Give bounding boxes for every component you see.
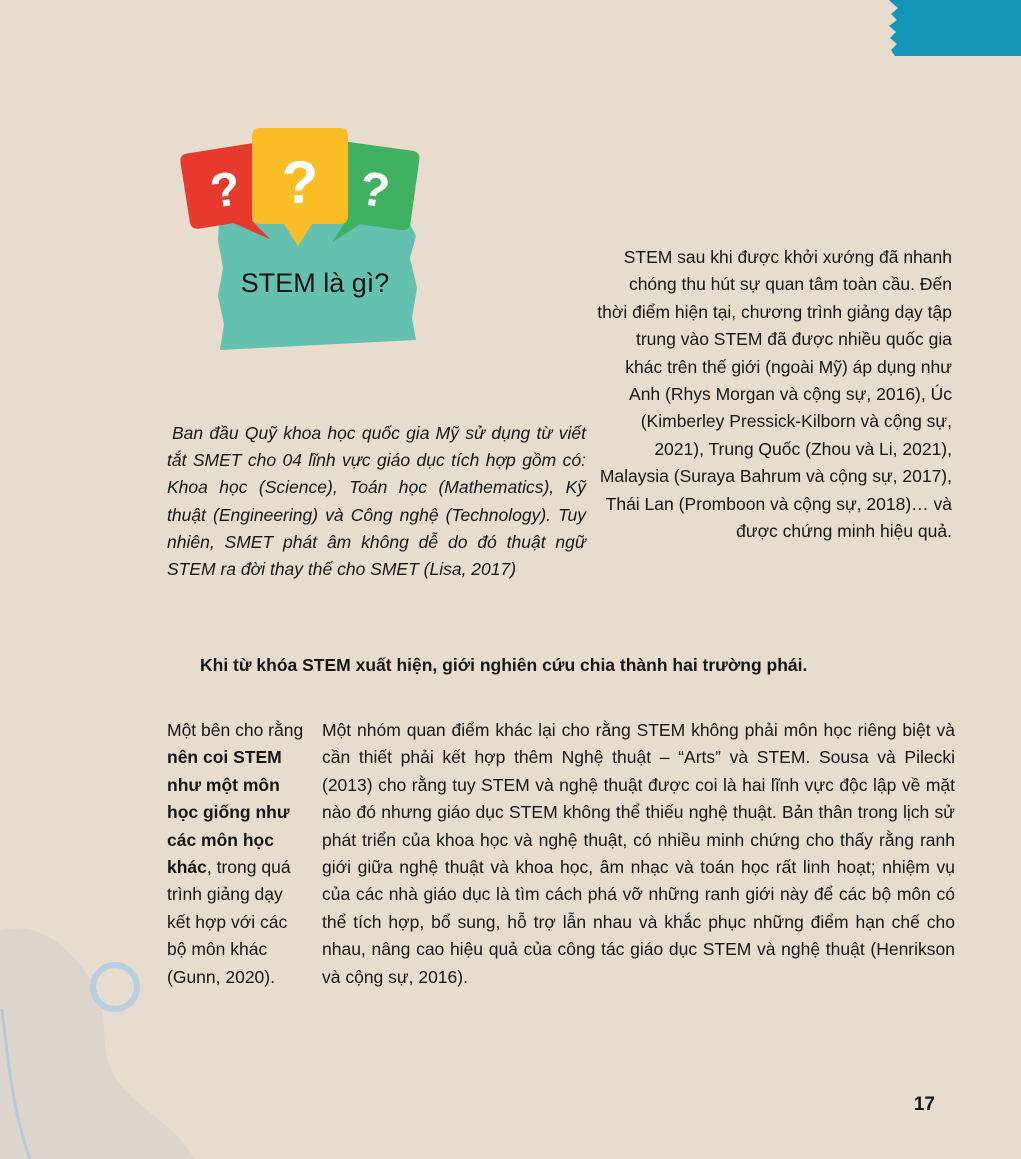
stem-question-badge: [180, 128, 420, 353]
side-note-bold: nên coi STEM như một môn học giống như các môn học khác: [167, 747, 290, 878]
page-number: 17: [913, 1094, 935, 1115]
side-note-before: Một bên cho rằng: [167, 720, 304, 740]
yellow-bubble-question: ?: [281, 149, 319, 216]
intro-right-paragraph: STEM sau khi được khởi xướng đã nhanh chóng thu hút sự quan tâm toàn cầu. Đến thời điểm hiện tại, chương trình giảng dạy tập trung vào STEM đã được nhiều quốc gia khác trên thế giới (ngoài Mỹ) áp dụng như Anh (Rhys Morgan và cộng sự, 2016), Úc (Kimberley Pressick-Kilborn và cộng sự, 2021), Trung Quốc (Zhou và Li, 2021), Malaysia (Suraya Bahrum và cộng sự, 2017), Thái Lan (Promboon và cộng sự, 2018)… và được chứng minh hiệu quả.: [597, 247, 952, 542]
circle-ring-decoration: [88, 960, 142, 1014]
intro-italic-paragraph: Ban đầu Quỹ khoa học quốc gia Mỹ sử dụng từ viết tắt SMET cho 04 lĩnh vực giáo dục tích hợp gồm có: Khoa học (Science), Toán học (Mathematics), Kỹ thuật (Engineering) và Công nghệ (Technology). Tuy nhiên, SMET phát âm không dễ do đó thuật ngữ STEM ra đời thay thế cho SMET (Lisa, 2017): [167, 423, 586, 580]
question-bubbles-icon: [180, 128, 420, 353]
green-bubble-question: ?: [356, 162, 393, 219]
badge-title: STEM là gì?: [240, 268, 390, 298]
side-note-paragraph: [167, 717, 309, 991]
main-paragraph: Một nhóm quan điểm khác lại cho rằng STEM không phải môn học riêng biệt và cần thiết phải kết hợp thêm Nghệ thuật – “Arts” và STEM. Sousa và Pilecki (2013) cho rằng tuy STEM và nghệ thuật được coi là hai lĩnh vực độc lập về mặt nào đó nhưng giáo dục STEM không thể thiếu nghệ thuật. Bản thân trong lịch sử phát triển của khoa học và nghệ thuật, có nhiều minh chứng cho thấy rằng ranh giới giữa nghệ thuật và khoa học, âm nhạc và toán học rất linh hoạt; nhiệm vụ của các nhà giáo dục là tìm cách phá vỡ những ranh giới này để các bộ môn có thể tích hợp, bổ sung, hỗ trợ lẫn nhau và khắc phục những điểm hạn chế cho nhau, nâng cao hiệu quả của công tác giáo dục STEM và nghệ thuật (Henrikson và cộng sự, 2016).: [322, 720, 955, 987]
side-note-after: , trong quá trình giảng dạy kết hợp với các bộ môn khác (Gunn, 2020).: [167, 857, 291, 987]
section-heading: Khi từ khóa STEM xuất hiện, giới nghiên cứu chia thành hai trường phái.: [200, 655, 808, 675]
corner-tab-decoration: [889, 0, 1021, 56]
red-bubble-question: ?: [206, 162, 245, 219]
